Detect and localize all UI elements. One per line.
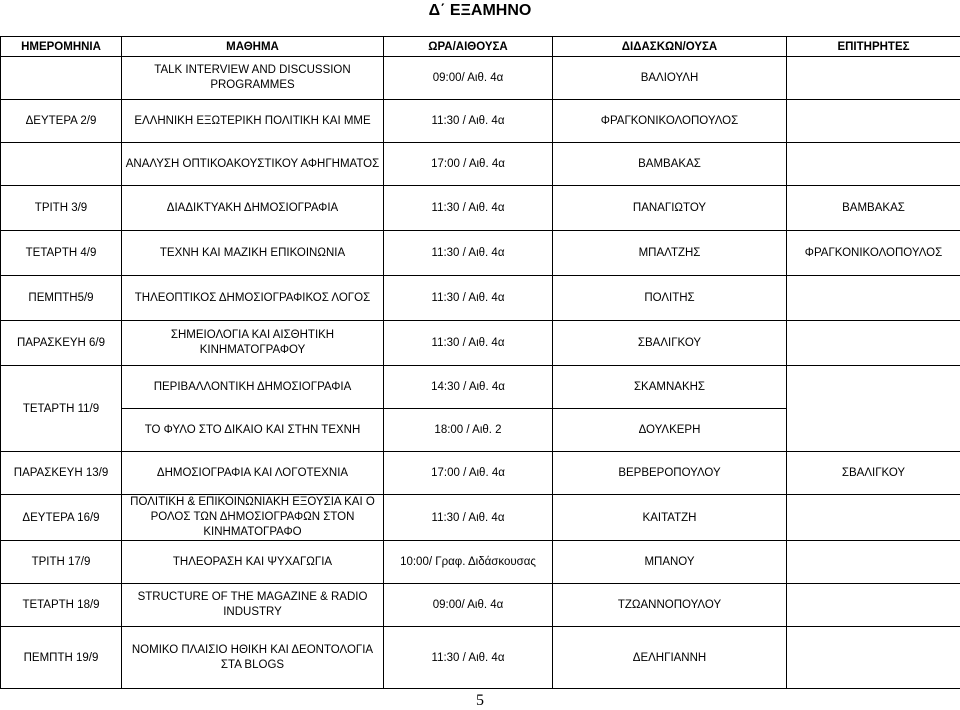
cell-subject: ΝΟΜΙΚΟ ΠΛΑΙΣΙΟ ΗΘΙΚΗ ΚΑΙ ΔΕΟΝΤΟΛΟΓΙΑ ΣΤΑ BLOGS: [122, 627, 384, 689]
cell-subject: ΣΗΜΕΙΟΛΟΓΙΑ ΚΑΙ ΑΙΣΘΗΤΙΚΗ ΚΙΝΗΜΑΤΟΓΡΑΦΟΥ: [122, 321, 384, 366]
table-row: [1, 57, 960, 100]
table-row: [1, 627, 960, 689]
cell-teacher: ΒΑΜΒΑΚΑΣ: [553, 143, 787, 186]
cell-time: 11:30 / Αιθ. 4α: [384, 186, 553, 231]
table-row: [1, 276, 960, 321]
table-row: [1, 143, 960, 186]
cell-date: ΠΕΜΠΤΗ5/9: [1, 276, 122, 321]
table-row: [1, 186, 960, 231]
cell-time: 14:30 / Αιθ. 4α: [384, 366, 553, 409]
cell-time: 11:30 / Αιθ. 4α: [384, 627, 553, 689]
table-row: [1, 541, 960, 584]
cell-date: ΤΕΤΑΡΤΗ 11/9: [1, 366, 122, 452]
cell-supervisors: [787, 495, 960, 541]
table-row: [1, 452, 960, 495]
cell-supervisors: [787, 57, 960, 100]
cell-teacher: ΔΟΥΛΚΕΡΗ: [553, 409, 787, 452]
cell-subject: ΤΟ ΦΥΛΟ ΣΤΟ ΔΙΚΑΙΟ ΚΑΙ ΣΤΗΝ ΤΕΧΝΗ: [122, 409, 384, 452]
cell-supervisors: [787, 276, 960, 321]
cell-teacher: ΜΠΑΝΟΥ: [553, 541, 787, 584]
cell-date: ΤΕΤΑΡΤΗ 4/9: [1, 231, 122, 276]
cell-time: 11:30 / Αιθ. 4α: [384, 231, 553, 276]
cell-date: ΤΡΙΤΗ 3/9: [1, 186, 122, 231]
cell-date: ΠΑΡΑΣΚΕΥΗ 13/9: [1, 452, 122, 495]
cell-supervisors: ΒΑΜΒΑΚΑΣ: [787, 186, 960, 231]
cell-supervisors: [787, 321, 960, 366]
cell-date: [1, 143, 122, 186]
cell-time: 11:30 / Αιθ. 4α: [384, 276, 553, 321]
cell-teacher: ΠΑΝΑΓΙΩΤΟΥ: [553, 186, 787, 231]
cell-time: 11:30 / Αιθ. 4α: [384, 495, 553, 541]
header-date: ΗΜΕΡΟΜΗΝΙΑ: [1, 37, 122, 57]
cell-subject: ΠΟΛΙΤΙΚΗ & ΕΠΙΚΟΙΝΩΝΙΑΚΗ ΕΞΟΥΣΙΑ ΚΑΙ Ο ΡΟΛΟΣ ΤΩΝ ΔΗΜΟΣΙΟΓΡΑΦΩΝ ΣΤΟΝ ΚΙΝΗΜΑΤΟΓΡΑΦΟ: [122, 495, 384, 541]
cell-date: ΤΕΤΑΡΤΗ 18/9: [1, 584, 122, 627]
header-teacher: ΔΙΔΑΣΚΩΝ/ΟΥΣΑ: [553, 37, 787, 57]
cell-date: [1, 57, 122, 100]
cell-supervisors: [787, 143, 960, 186]
header-time-room: ΩΡΑ/ΑΙΘΟΥΣΑ: [384, 37, 553, 57]
cell-subject: STRUCTURE OF THE MAGAZINE & RADIO INDUSTRY: [122, 584, 384, 627]
cell-subject: ΔΗΜΟΣΙΟΓΡΑΦΙΑ ΚΑΙ ΛΟΓΟΤΕΧΝΙΑ: [122, 452, 384, 495]
cell-subject: ΑΝΑΛΥΣΗ ΟΠΤΙΚΟΑΚΟΥΣΤΙΚΟΥ ΑΦΗΓΗΜΑΤΟΣ: [122, 143, 384, 186]
cell-teacher: ΦΡΑΓΚΟΝΙΚΟΛΟΠΟΥΛΟΣ: [553, 100, 787, 143]
cell-subject: ΕΛΛΗΝΙΚΗ ΕΞΩΤΕΡΙΚΗ ΠΟΛΙΤΙΚΗ ΚΑΙ ΜΜΕ: [122, 100, 384, 143]
cell-supervisors: [787, 627, 960, 689]
cell-subject: TALK INTERVIEW AND DISCUSSION PROGRAMMES: [122, 57, 384, 100]
table-row: [1, 100, 960, 143]
cell-date: ΠΕΜΠΤΗ 19/9: [1, 627, 122, 689]
cell-time: 09:00/ Αιθ. 4α: [384, 57, 553, 100]
table-row: [1, 321, 960, 366]
cell-date: ΔΕΥΤΕΡΑ 16/9: [1, 495, 122, 541]
page-title: Δ΄ ΕΞΑΜΗΝΟ: [0, 0, 960, 21]
cell-time: 17:00 / Αιθ. 4α: [384, 452, 553, 495]
exam-schedule-table: [0, 36, 960, 689]
cell-supervisors: ΣΒΑΛΙΓΚΟΥ: [787, 452, 960, 495]
table-row: [1, 584, 960, 627]
cell-teacher: ΚΑΙΤΑΤΖΗ: [553, 495, 787, 541]
table-header-row: [1, 37, 960, 57]
cell-time: 11:30 / Αιθ. 4α: [384, 321, 553, 366]
cell-date: ΔΕΥΤΕΡΑ 2/9: [1, 100, 122, 143]
table-row: [1, 231, 960, 276]
cell-teacher: ΣΒΑΛΙΓΚΟΥ: [553, 321, 787, 366]
cell-supervisors: [787, 366, 960, 452]
cell-subject: ΔΙΑΔΙΚΤΥΑΚΗ ΔΗΜΟΣΙΟΓΡΑΦΙΑ: [122, 186, 384, 231]
cell-date: ΠΑΡΑΣΚΕΥΗ 6/9: [1, 321, 122, 366]
cell-time: 10:00/ Γραφ. Διδάσκουσας: [384, 541, 553, 584]
cell-subject: ΤΕΧΝΗ ΚΑΙ ΜΑΖΙΚΗ ΕΠΙΚΟΙΝΩΝΙΑ: [122, 231, 384, 276]
table-row: [1, 366, 960, 409]
cell-supervisors: [787, 541, 960, 584]
cell-subject: ΤΗΛΕΟΡΑΣΗ ΚΑΙ ΨΥΧΑΓΩΓΙΑ: [122, 541, 384, 584]
cell-subject: ΤΗΛΕΟΠΤΙΚΟΣ ΔΗΜΟΣΙΟΓΡΑΦΙΚΟΣ ΛΟΓΟΣ: [122, 276, 384, 321]
cell-time: 11:30 / Αιθ. 4α: [384, 100, 553, 143]
page-number: 5: [0, 692, 960, 710]
cell-supervisors: [787, 100, 960, 143]
cell-teacher: ΠΟΛΙΤΗΣ: [553, 276, 787, 321]
cell-teacher: ΒΑΛΙΟΥΛΗ: [553, 57, 787, 100]
cell-teacher: ΣΚΑΜΝΑΚΗΣ: [553, 366, 787, 409]
cell-teacher: ΒΕΡΒΕΡΟΠΟΥΛΟΥ: [553, 452, 787, 495]
cell-teacher: ΤΖΩΑΝΝΟΠΟΥΛΟΥ: [553, 584, 787, 627]
header-supervisors: ΕΠΙΤΗΡΗΤΕΣ: [787, 37, 960, 57]
cell-supervisors: [787, 584, 960, 627]
cell-time: 18:00 / Αιθ. 2: [384, 409, 553, 452]
table-row: [1, 495, 960, 541]
header-subject: ΜΑΘΗΜΑ: [122, 37, 384, 57]
cell-time: 17:00 / Αιθ. 4α: [384, 143, 553, 186]
cell-teacher: ΜΠΑΛΤΖΗΣ: [553, 231, 787, 276]
cell-subject: ΠΕΡΙΒΑΛΛΟΝΤΙΚΗ ΔΗΜΟΣΙΟΓΡΑΦΙΑ: [122, 366, 384, 409]
cell-date: ΤΡΙΤΗ 17/9: [1, 541, 122, 584]
cell-supervisors: ΦΡΑΓΚΟΝΙΚΟΛΟΠΟΥΛΟΣ: [787, 231, 960, 276]
cell-teacher: ΔΕΛΗΓΙΑΝΝΗ: [553, 627, 787, 689]
cell-time: 09:00/ Αιθ. 4α: [384, 584, 553, 627]
